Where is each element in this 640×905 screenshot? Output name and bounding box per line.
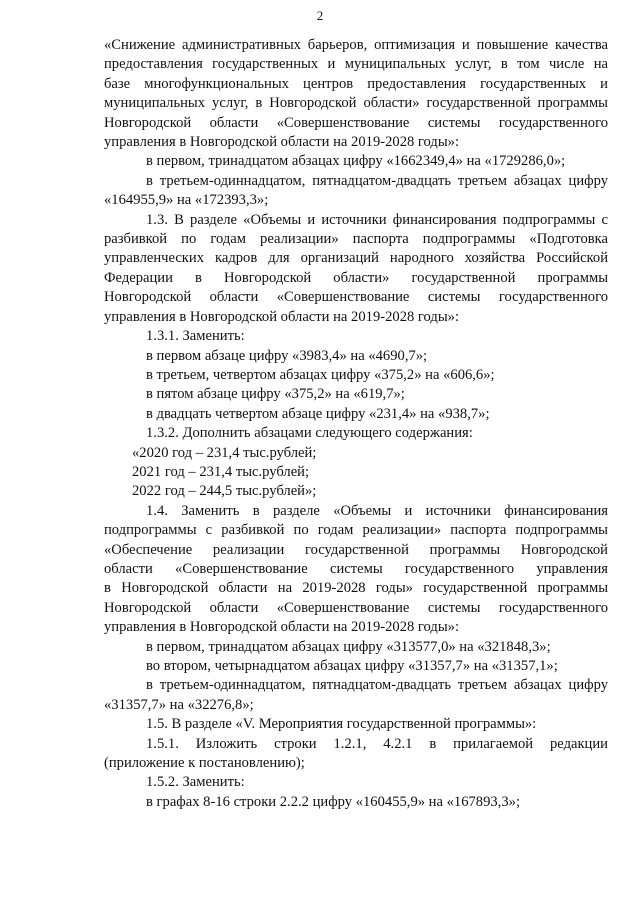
- text-line: в первом, тринадцатом абзацах цифру «313577,0» на «321848,3»;: [146, 638, 551, 655]
- text-line: в первом, тринадцатом абзацах цифру «1662349,4» на «1729286,0»;: [146, 153, 566, 170]
- text-line: подпрограммы с разбивкой по годам реализации» паспорта подпрограммы: [104, 522, 608, 539]
- text-line: управления в Новгородской области на 2019-2028 годы»:: [104, 308, 460, 325]
- text-line: в первом абзаце цифру «3983,4» на «4690,7»;: [146, 347, 428, 364]
- text-line: «31357,7» на «32276,8»;: [104, 696, 254, 713]
- text-line: муниципальных услуг, в Новгородской области» государственной программы: [104, 95, 608, 112]
- text-line: 2021 год – 231,4 тыс.рублей;: [132, 463, 310, 480]
- text-line: области «Совершенствование системы государственного управления: [104, 560, 608, 577]
- text-line: 2022 год – 244,5 тыс.рублей»;: [132, 483, 317, 500]
- text-line: «164955,9» на «172393,3»;: [104, 192, 269, 209]
- text-line: 1.5.2. Заменить:: [146, 774, 245, 791]
- text-line: управления в Новгородской области на 2019-2028 годы»:: [104, 134, 460, 151]
- text-line: в третьем, четвертом абзацах цифру «375,2» на «606,6»;: [146, 366, 495, 383]
- text-line: Новгородской области «Совершенствование системы государственного: [104, 599, 608, 616]
- text-line: (приложение к постановлению);: [104, 755, 305, 772]
- text-line: «2020 год – 231,4 тыс.рублей;: [132, 444, 317, 461]
- page-number: 2: [316, 8, 324, 23]
- text-line: в Новгородской области на 2019-2028 годы» государственной программы: [104, 580, 608, 597]
- text-line: 1.5. В разделе «V. Мероприятия государственной программы»:: [146, 716, 537, 733]
- text-line: Новгородской области «Совершенствование системы государственного: [104, 289, 608, 306]
- text-line: во втором, четырнадцатом абзацах цифру «31357,7» на «31357,1»;: [146, 658, 558, 674]
- text-line: разбивкой по годам реализации» паспорта подпрограммы «Подготовка: [104, 231, 608, 248]
- text-line: в графах 8-16 строки 2.2.2 цифру «160455,9» на «167893,3»;: [146, 793, 520, 810]
- text-line: 1.5.1. Изложить строки 1.2.1, 4.2.1 в прилагаемой редакции: [146, 735, 608, 752]
- text-line: Новгородской области «Совершенствование системы государственного: [104, 114, 608, 131]
- document-body: [104, 36, 608, 812]
- text-line: базе многофункциональных центров предоставления государственных и: [104, 75, 608, 92]
- text-line: «Снижение административных барьеров, оптимизация и повышение качества: [104, 37, 608, 53]
- text-line: предоставления государственных и муниципальных услуг, в том числе на: [104, 56, 608, 73]
- text-line: в двадцать четвертом абзаце цифру «231,4» на «938,7»;: [146, 405, 490, 422]
- text-line: 1.3. В разделе «Объемы и источники финансирования подпрограммы с: [146, 211, 608, 228]
- text-line: управленческих кадров для организаций народного хозяйства Российской: [104, 250, 608, 267]
- text-line: 1.4. Заменить в разделе «Объемы и источники финансирования: [146, 502, 608, 519]
- text-line: в третьем-одиннадцатом, пятнадцатом-двадцать третьем абзацах цифру: [146, 677, 608, 694]
- text-line: Федерации в Новгородской области» государственной программы: [104, 269, 608, 286]
- text-line: 1.3.2. Дополнить абзацами следующего содержания:: [146, 425, 473, 442]
- text-line: «Обеспечение реализации государственной программы Новгородской: [104, 541, 608, 558]
- text-line: в третьем-одиннадцатом, пятнадцатом-двадцать третьем абзацах цифру: [146, 172, 608, 189]
- text-line: управления в Новгородской области на 2019-2028 годы»:: [104, 619, 460, 636]
- text-line: в пятом абзаце цифру «375,2» на «619,7»;: [146, 386, 405, 403]
- text-line: 1.3.1. Заменить:: [146, 328, 245, 345]
